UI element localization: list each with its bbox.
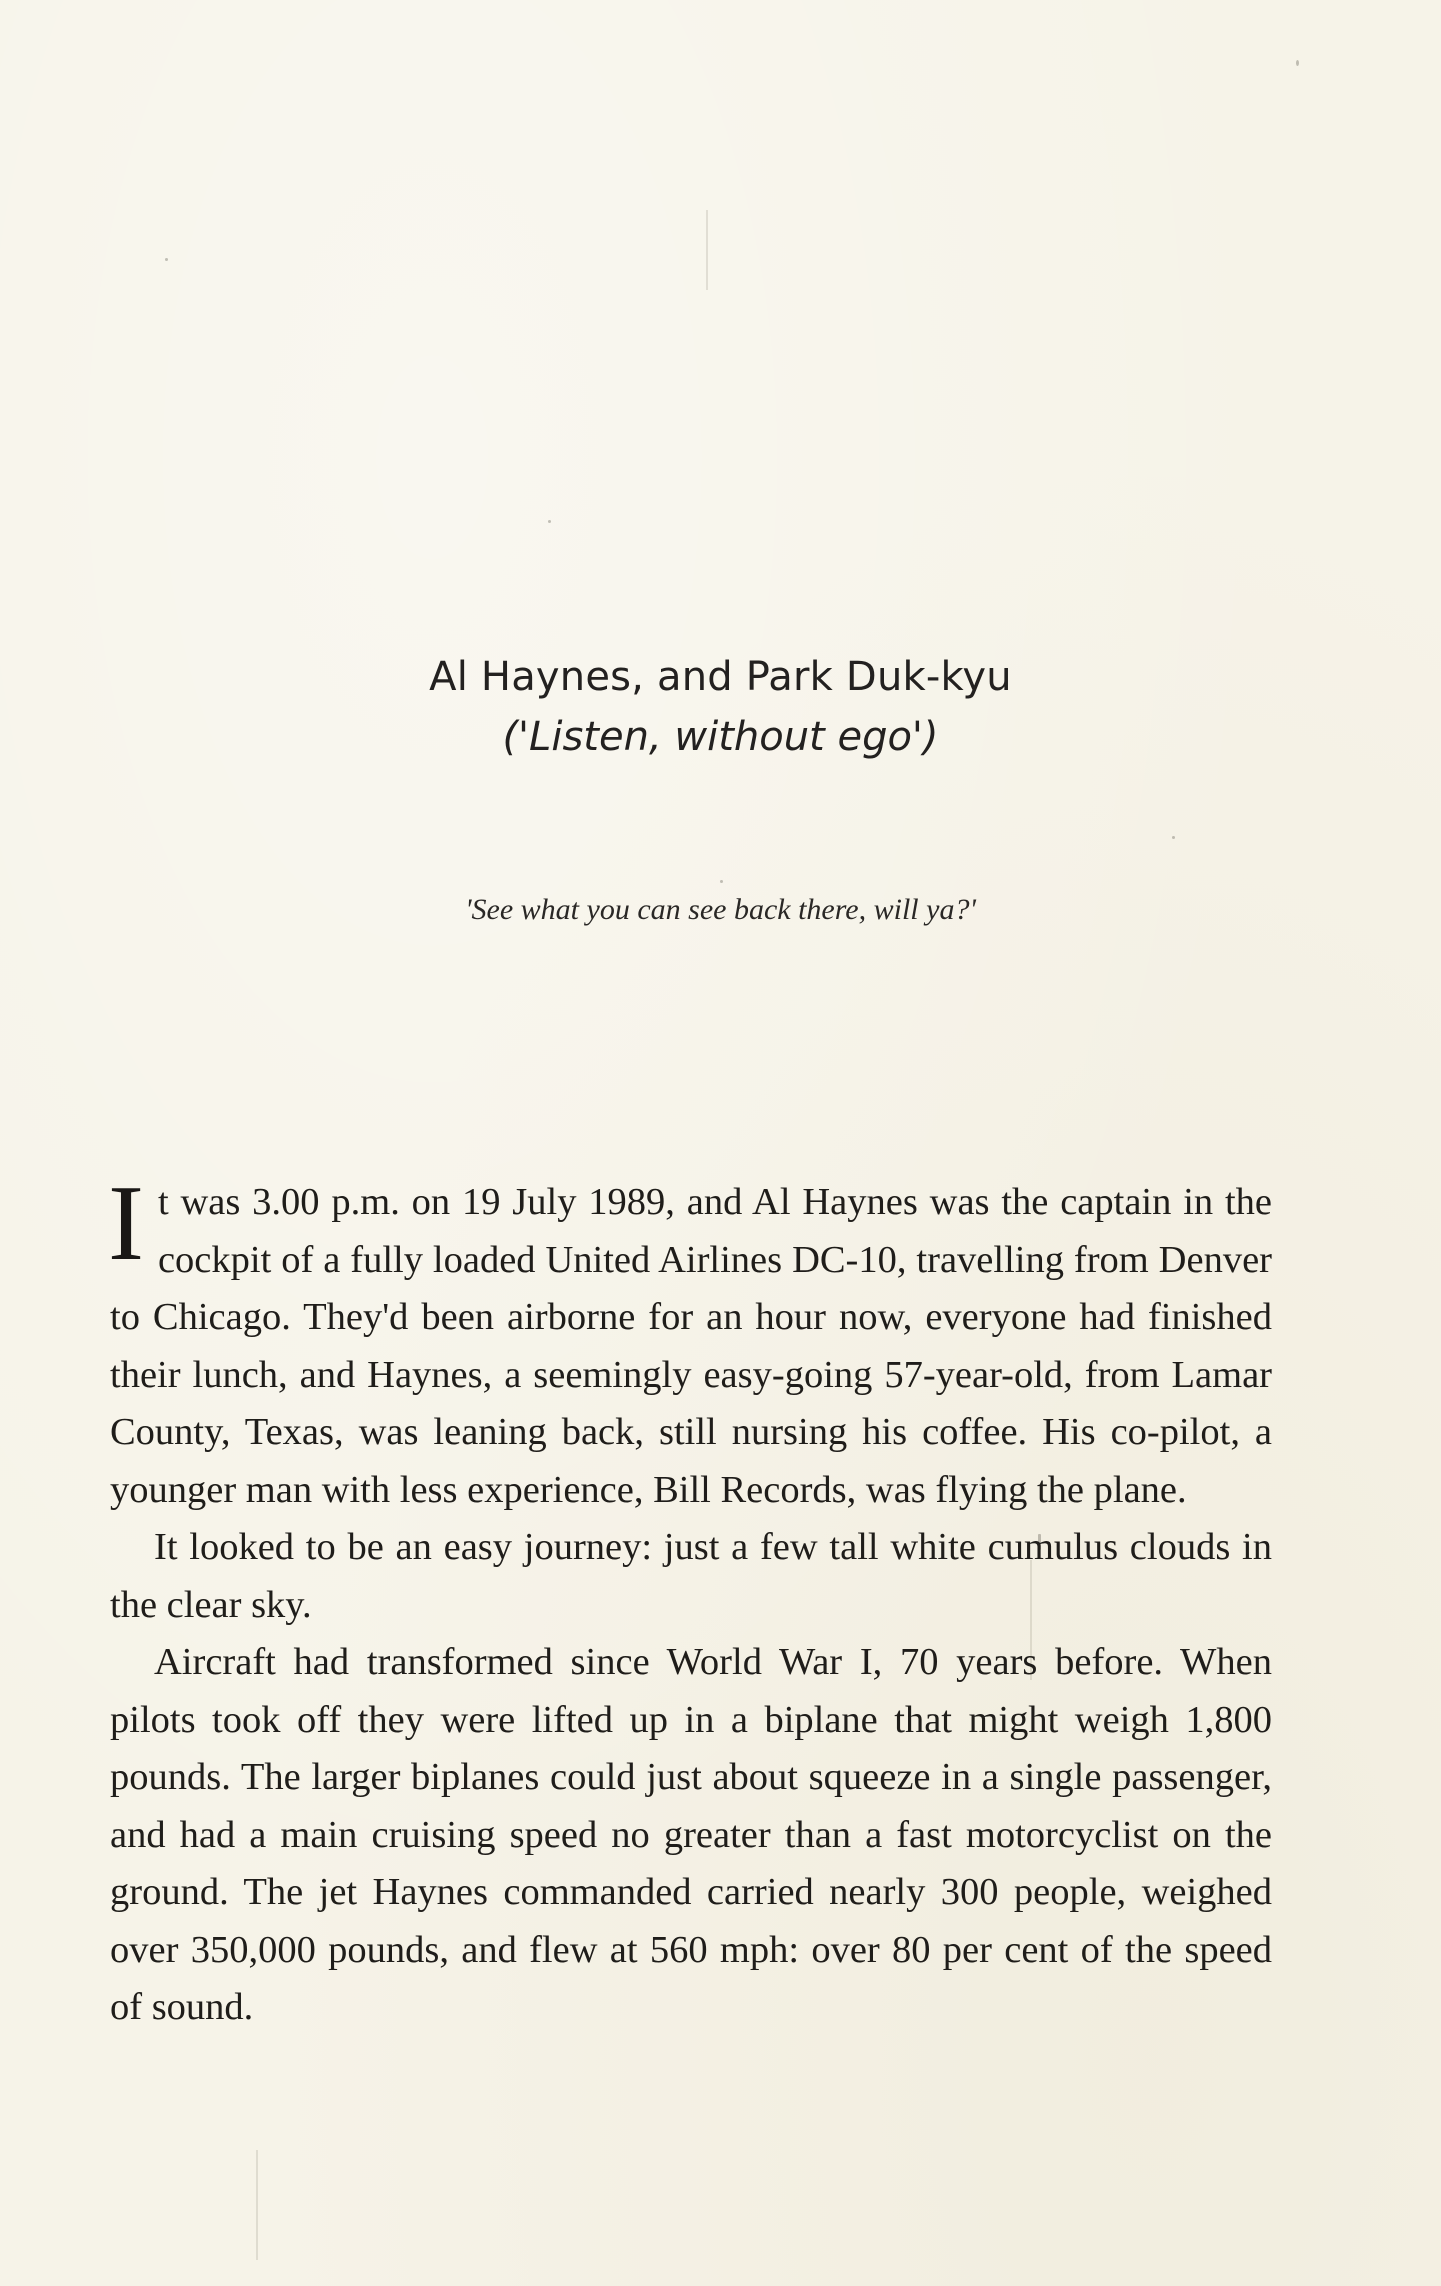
paper-speck xyxy=(1296,60,1299,66)
paper-speck xyxy=(165,258,168,261)
drop-cap: I xyxy=(108,1164,144,1283)
paragraph-text: t was 3.00 p.m. on 19 July 1989, and Al Haynes was the captain in the cockpit of a fully loaded United Airlines DC-10, travelling from Denver to Chicago. They'd been airborne for an hour now, everyone had finished their lunch, and Haynes, a seemingly easy-going 57-year-old, from Lamar County, Texas, was leaning back, still nursing his coffee. His co-pilot, a younger man with less experience, Bill Records, was flying the plane. xyxy=(110,1181,1272,1511)
paper-speck xyxy=(548,520,551,523)
paper-speck xyxy=(1172,836,1175,839)
paragraph: Aircraft had transformed since World War I, 70 years before. When pilots took off they were lifted up in a biplane that might weigh 1,800 pounds. The larger biplanes could just about squeeze in a single passenger, and had a main cruising speed no greater than a fast motorcyclist on the ground. The jet Haynes commanded carried nearly 300 people, weighed over 350,000 pounds, and flew at 560 mph: over 80 per cent of the speed of sound. xyxy=(110,1641,1272,2028)
paragraph xyxy=(108,1164,1272,1519)
epigraph-quote: 'See what you can see back there, will ya?' xyxy=(465,893,976,926)
paper-crease-mark xyxy=(706,210,708,290)
chapter-subtitle: ('Listen, without ego') xyxy=(502,714,939,760)
chapter-heading xyxy=(0,652,1441,762)
paragraph: It looked to be an easy journey: just a few tall white cumulus clouds in the clear sky. xyxy=(110,1526,1272,1626)
body-text xyxy=(108,1164,1272,2037)
paper-crease-mark xyxy=(256,2150,258,2260)
paper-speck xyxy=(720,880,723,883)
chapter-title: Al Haynes, and Park Duk-kyu xyxy=(429,654,1012,700)
